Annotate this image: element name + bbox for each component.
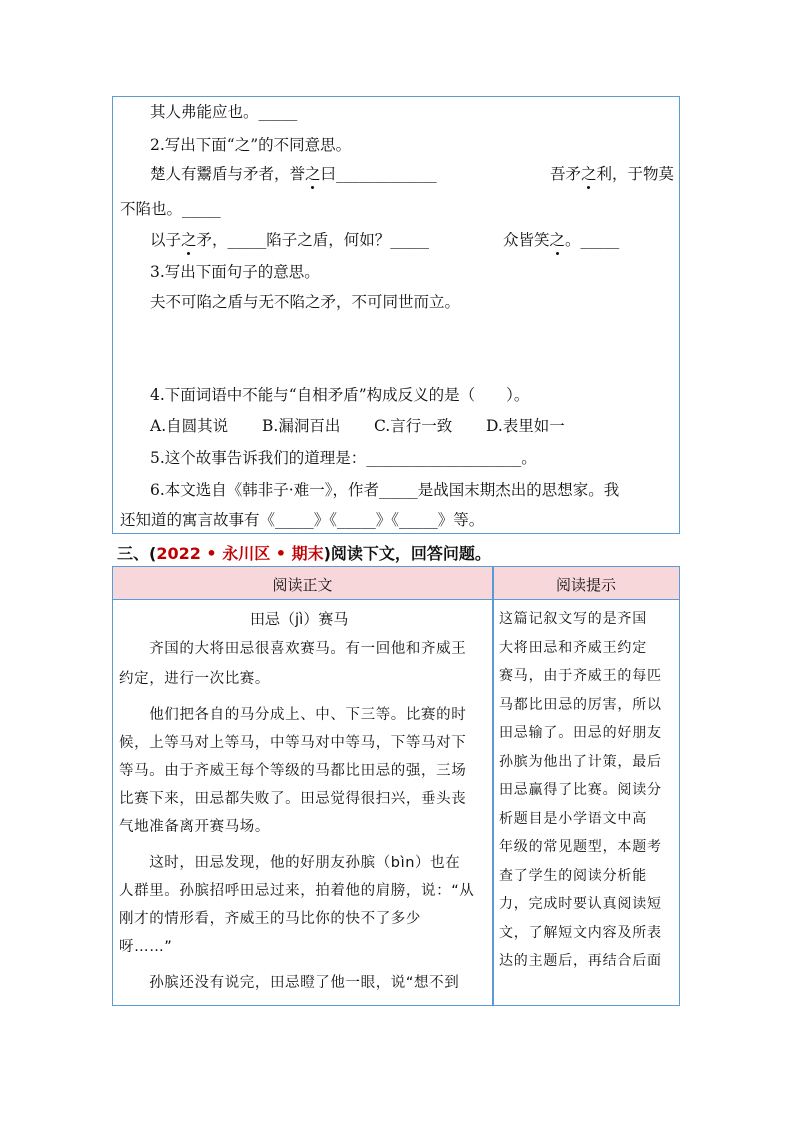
- col1-header: 阅读正文: [272, 576, 333, 594]
- col2-header: 阅读提示: [555, 576, 616, 594]
- q4-option-a: A.自圆其说: [150, 417, 229, 435]
- hint-line: 田忌输了。田忌的好朋友: [499, 725, 662, 741]
- story-line: 约定，进行一次比赛。: [119, 671, 270, 687]
- hint-line: 文，了解短文内容及所表: [499, 924, 662, 941]
- q4-title: 4.下面词语中不能与“自相矛盾”构成反义的是（ ）。: [150, 386, 530, 404]
- q4-option-c: C.言行一致: [374, 417, 453, 435]
- q3-title: 3.写出下面句子的意思。: [150, 263, 320, 281]
- q1-tail: 其人弗能应也。_____: [150, 103, 298, 121]
- story-line: 等马。由于齐威王每个等级的马都比田忌的强，三场: [119, 763, 467, 779]
- hint-line: 年级的常见题型，本题考: [499, 839, 662, 855]
- q2-line2: 不陷也。_____: [120, 200, 221, 218]
- story-line: 他们把各自的马分成上、中、下三等。比赛的时: [119, 707, 467, 723]
- reading-table: [112, 566, 680, 1006]
- hint-line: 析题目是小学语文中高: [499, 810, 647, 827]
- story-line: 呀……”: [119, 939, 173, 955]
- q4-option-d: D.表里如一: [486, 417, 565, 435]
- hint-line: 孙膑为他出了计策，最后: [499, 753, 662, 770]
- story-line: 齐国的大将田忌很喜欢赛马。有一回他和齐威王: [119, 641, 467, 657]
- hint-line: 达的主题后，再结合后面: [499, 953, 662, 969]
- hint-line: 田忌赢得了比赛。阅读分: [499, 782, 662, 798]
- q2-line3b: 众皆笑之。_____: [503, 231, 620, 249]
- hint-line: 查了学生的阅读分析能: [499, 867, 647, 884]
- section-heading: 三、(2022 • 永川区 • 期末)阅读下文，回答问题。: [117, 544, 491, 563]
- q2-title: 2.写出下面“之”的不同意思。: [150, 136, 352, 154]
- hint-line: 马都比田忌的厉害，所以: [499, 696, 662, 713]
- q6-line1: 6.本文选自《韩非子·难一》，作者_____是战国末期杰出的思想家。我: [150, 481, 620, 499]
- table-header: [113, 567, 679, 600]
- story-line: 人群里。孙膑招呼田忌过来，拍着他的肩膀，说：“从: [119, 883, 475, 899]
- question-box: [112, 96, 680, 534]
- hint-line: 这篇记叙文写的是齐国: [499, 611, 647, 627]
- hint-line: 大将田忌和齐威王约定: [499, 639, 647, 656]
- story-line: 气地准备离开赛马场。: [119, 819, 270, 835]
- story-line: 孙膑还没有说完，田忌瞪了他一眼，说“想不到: [119, 975, 460, 991]
- story-line: 候，上等马对上等马，中等马对中等马，下等马对下: [119, 735, 467, 751]
- column-divider: [492, 567, 494, 1005]
- q2-line3a: 以子之矛，_____陷子之盾，何如？_____: [150, 231, 430, 249]
- q6-line2: 还知道的寓言故事有《_____》《_____》《_____》等。: [120, 511, 485, 529]
- story-line: 比赛下来，田忌都失败了。田忌觉得很扫兴，垂头丧: [119, 791, 467, 807]
- q5: 5.这个故事告诉我们的道理是：____________________。: [150, 449, 537, 467]
- hint-line: 力，完成时要认真阅读短: [499, 896, 662, 912]
- q2-line1a: 楚人有鬻盾与矛者，誉之曰_____________: [150, 165, 437, 183]
- q4-option-b: B.漏洞百出: [262, 417, 341, 435]
- story-line: 刚才的情形看，齐威王的马比你的快不了多少: [119, 911, 421, 927]
- hint-line: 赛马，由于齐威王的每匹: [499, 668, 662, 684]
- section-source: 2022 • 永川区 • 期末: [156, 544, 324, 563]
- q3-sentence: 夫不可陷之盾与无不陷之矛，不可同世而立。: [150, 293, 461, 311]
- q2-line1b: 吾矛之利，于物莫: [550, 165, 675, 183]
- story-line: 这时，田忌发现，他的好朋友孙膑（bìn）也在: [119, 855, 461, 871]
- story-title: 田忌（jì）赛马: [250, 610, 349, 628]
